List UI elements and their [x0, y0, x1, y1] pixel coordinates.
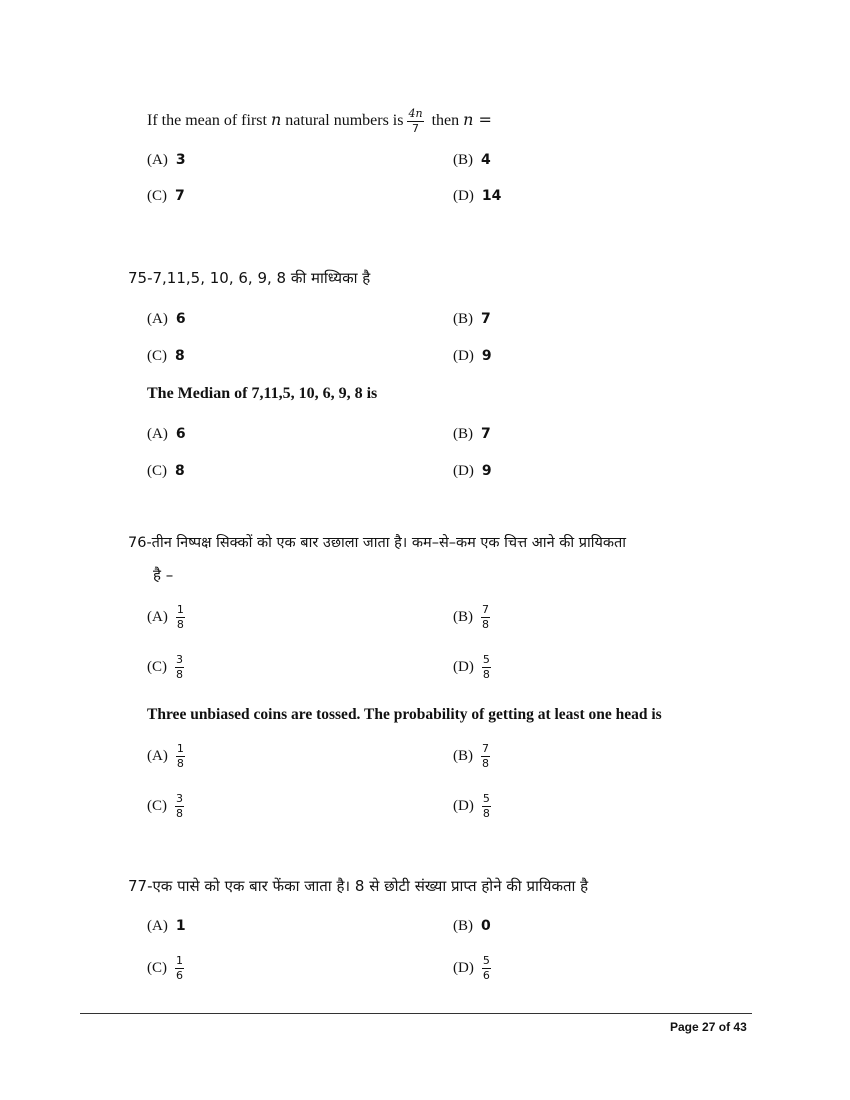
option-label: (B): [453, 918, 473, 934]
option-value: 9: [481, 463, 492, 479]
option-fraction: [481, 604, 490, 631]
q76-en-option-d: [453, 793, 491, 820]
option-label: (D): [453, 959, 474, 976]
frac-den: 8: [482, 668, 490, 681]
option-label: (D): [453, 463, 474, 479]
option-value: 1: [175, 918, 186, 934]
frac-den: 6: [482, 969, 490, 982]
q76-english-question: Three unbiased coins are tossed. The probability of getting at least one head is: [147, 706, 662, 723]
page-of: of: [718, 1020, 731, 1034]
option-label: (A): [147, 608, 168, 625]
q74-suffix: then: [431, 112, 460, 130]
q74-question: [147, 108, 492, 135]
frac-den: 8: [482, 807, 490, 820]
q74-frac-den: 7: [412, 122, 420, 135]
frac-den: 8: [482, 618, 489, 631]
q77-option-b: [453, 918, 491, 935]
option-value: 7: [175, 188, 185, 204]
option-fraction: [175, 654, 184, 681]
q75-hi-option-b: [453, 311, 491, 328]
option-fraction: [482, 955, 491, 982]
q77-option-a: [147, 918, 186, 935]
option-label: (B): [453, 608, 473, 625]
option-fraction: [482, 793, 491, 820]
page-word: Page: [670, 1020, 699, 1034]
option-label: (C): [147, 658, 167, 675]
option-label: (D): [453, 658, 474, 675]
q76-en-option-b: [453, 743, 490, 770]
q75-hindi-question: 75-7,11,5, 10, 6, 9, 8 की माध्यिका है: [128, 269, 371, 287]
page-total: 43: [733, 1020, 747, 1034]
option-label: (C): [147, 797, 167, 814]
q74-var2: n =: [463, 110, 492, 130]
option-value: 4: [481, 152, 491, 168]
q76-en-option-c: [147, 793, 184, 820]
option-fraction: [175, 793, 184, 820]
q76-hindi-line1: 76-तीन निष्पक्ष सिक्कों को एक बार उछाला जाता है। कम–से–कम एक चित्त आने की प्रायिकता: [128, 535, 627, 551]
frac-den: 8: [176, 618, 184, 631]
frac-num: 7: [482, 603, 489, 616]
q74-prefix: If the mean of first: [147, 112, 267, 130]
option-fraction: [482, 654, 491, 681]
option-label: (A): [147, 152, 168, 168]
option-value: 7: [481, 311, 491, 327]
option-label: (A): [147, 747, 168, 764]
page-number: [670, 1020, 747, 1034]
option-label: (C): [147, 959, 167, 976]
option-value: 7: [481, 426, 491, 442]
option-value: 6: [175, 311, 186, 327]
q76-hi-option-d: [453, 654, 491, 681]
option-label: (C): [147, 463, 167, 479]
option-fraction: [176, 604, 185, 631]
frac-den: 6: [176, 969, 183, 982]
option-label: (D): [453, 188, 474, 204]
option-fraction: [175, 955, 184, 982]
q75-hi-option-d: [453, 348, 492, 365]
option-label: (A): [147, 426, 168, 442]
frac-num: 5: [482, 954, 490, 967]
frac-den: 8: [176, 668, 183, 681]
frac-num: 3: [176, 653, 183, 666]
q75-hi-option-c: [147, 348, 185, 365]
frac-den: 8: [176, 807, 183, 820]
option-label: (D): [453, 348, 474, 364]
option-label: (C): [147, 348, 167, 364]
q76-hi-option-b: [453, 604, 490, 631]
option-value: 3: [175, 152, 186, 168]
q75-hi-option-a: [147, 311, 186, 328]
q77-hindi-question: 77-एक पासे को एक बार फेंका जाता है। 8 से छोटी संख्या प्राप्त होने की प्रायिकता है: [128, 877, 589, 895]
frac-num: 1: [176, 603, 184, 616]
q74-fraction: [407, 108, 423, 135]
option-label: (B): [453, 152, 473, 168]
q74-option-c: [147, 188, 185, 205]
q77-option-c: [147, 955, 184, 982]
q75-en-option-a: [147, 426, 186, 443]
page-current: 27: [702, 1020, 716, 1034]
q75-english-question: The Median of 7,11,5, 10, 6, 9, 8 is: [147, 385, 378, 402]
frac-den: 8: [176, 757, 184, 770]
option-fraction: [481, 743, 490, 770]
frac-num: 3: [176, 792, 183, 805]
frac-num: 7: [482, 742, 489, 755]
q75-en-option-d: [453, 463, 492, 480]
footer-divider: [80, 1013, 752, 1014]
q76-en-option-a: [147, 743, 185, 770]
option-label: (D): [453, 797, 474, 814]
q74-frac-num: 4n: [408, 107, 423, 120]
frac-num: 1: [176, 742, 184, 755]
q77-option-d: [453, 955, 491, 982]
option-value: 8: [175, 348, 185, 364]
option-fraction: [176, 743, 185, 770]
frac-num: 5: [482, 653, 490, 666]
option-label: (B): [453, 426, 473, 442]
q76-hindi-line2: है –: [153, 566, 174, 584]
option-label: (B): [453, 311, 473, 327]
q75-en-option-b: [453, 426, 491, 443]
q76-hi-option-c: [147, 654, 184, 681]
option-label: (A): [147, 918, 168, 934]
option-label: (B): [453, 747, 473, 764]
option-value: 0: [481, 918, 491, 934]
q74-option-d: [453, 188, 501, 205]
frac-num: 1: [176, 954, 183, 967]
frac-den: 8: [482, 757, 489, 770]
option-label: (C): [147, 188, 167, 204]
q76-hi-option-a: [147, 604, 185, 631]
option-value: 9: [481, 348, 492, 364]
frac-num: 5: [482, 792, 490, 805]
q75-en-option-c: [147, 463, 185, 480]
option-value: 14: [481, 188, 502, 204]
option-value: 8: [175, 463, 185, 479]
q74-middle: natural numbers is: [285, 112, 404, 130]
option-label: (A): [147, 311, 168, 327]
option-value: 6: [175, 426, 186, 442]
q74-option-a: [147, 152, 186, 169]
q74-var: n: [270, 110, 282, 130]
q74-option-b: [453, 152, 491, 169]
